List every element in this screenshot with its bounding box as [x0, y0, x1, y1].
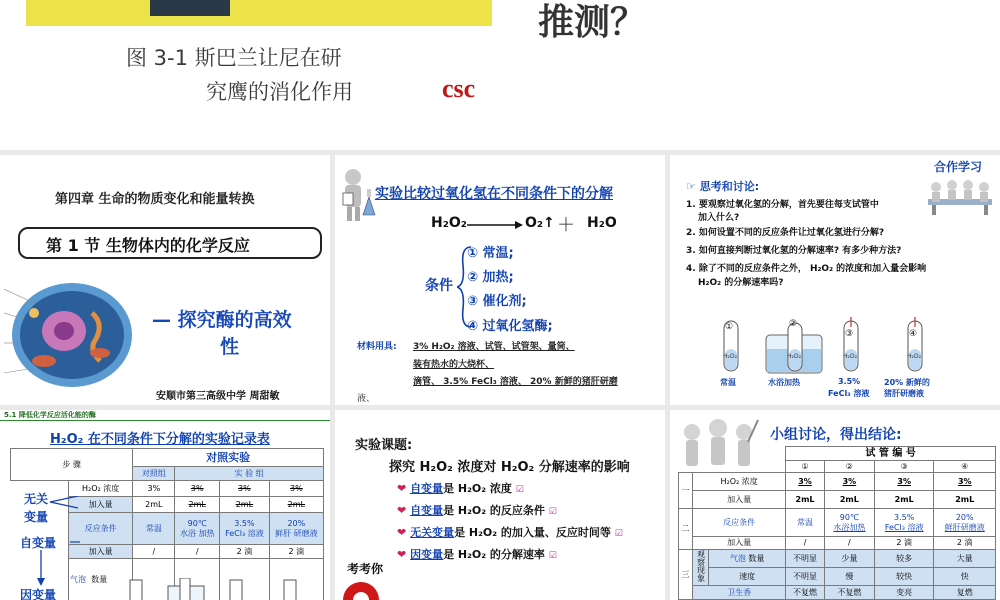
beakers-illustration: [120, 578, 320, 600]
speed-1: 不明显: [786, 568, 825, 586]
conc-label: H₂O₂ 浓度: [693, 473, 786, 491]
add-3: 2 滴: [874, 537, 934, 550]
bullet-3-rest: 是 H₂O₂ 的加入量、反应时间等: [454, 526, 611, 539]
condition-1: ① 常温;: [467, 246, 514, 261]
slide2-title: 实验比较过氧化氢在不同条件下的分解: [375, 186, 613, 202]
slide1-subtitle-line1: — 探究酶的高效: [152, 309, 292, 331]
conc-3: 3%: [874, 473, 934, 491]
condition-4: ④ 过氧化氢酶;: [467, 319, 553, 334]
cond2-a: 90℃: [187, 518, 207, 528]
question-4a: 4. 除了不同的反应条件之外， H₂O₂ 的浓度和加入量会影响: [686, 264, 927, 274]
group-2: 二: [679, 509, 693, 550]
chapter-title: 第四章 生命的物质变化和能量转换: [55, 192, 255, 207]
bullet-1: [397, 480, 524, 496]
tube-3-label: 3.5%: [838, 377, 861, 386]
heart-icon: ❤: [397, 482, 407, 495]
row-add-label: 加入量: [69, 545, 133, 559]
header-control-exp: 对照实验: [133, 449, 324, 467]
add-2: /: [824, 537, 874, 550]
qty-text: 数量: [748, 553, 765, 563]
condition-2-cell: [175, 513, 220, 545]
speed-2: 慢: [824, 568, 874, 586]
group-3: 三: [679, 550, 693, 600]
question-2: 2. 如何设置不同的反应条件让过氧化氢进行分解?: [686, 228, 885, 238]
coop-learning-label: 合作学习: [934, 160, 983, 174]
condition-3: ③ 催化剂;: [467, 294, 527, 309]
question-4b: H₂O₂ 的分解速率吗?: [698, 278, 784, 288]
top-caption-line2: 究鹰的消化作用: [206, 80, 353, 104]
conc-2: 3%: [175, 481, 220, 497]
cond-2: [824, 509, 874, 537]
conc-3: 3%: [220, 481, 270, 497]
cond2-b: 水浴加热: [833, 522, 866, 532]
slide-3-discussion[interactable]: [670, 155, 1000, 405]
topic-label: 实验课题:: [355, 438, 413, 453]
var-label: 变量: [24, 510, 49, 524]
irrelevant-var-label: 无关: [24, 492, 49, 506]
bullet-2-rest: 是 H₂O₂ 的反应条件: [443, 504, 545, 517]
slide4-header: 5.1 降低化学反应活化能的酶: [4, 411, 96, 419]
tube-1-number: ①: [725, 322, 734, 332]
tube-4-label: 20% 新鲜的: [884, 378, 930, 387]
slide-1-title[interactable]: [0, 155, 330, 405]
edit-mark-icon: ☑: [614, 529, 623, 539]
header-steps: 步 骤: [11, 449, 133, 481]
topic-content: 探究 H₂O₂ 浓度对 H₂O₂ 分解速率的影响: [389, 460, 630, 475]
dep-var-label: 因变量: [20, 588, 57, 600]
materials-line4: 液、: [357, 394, 376, 404]
tube-4-chem: H₂O₂: [907, 353, 922, 360]
top-title-fragment: 推测？: [538, 2, 647, 43]
condition-1-cell: 常温: [133, 513, 175, 545]
observe-text: 观察现象: [696, 550, 706, 582]
slide1-subtitle-line2: 性: [220, 336, 240, 358]
amt-1: 2mL: [786, 491, 825, 509]
variable-arrows: [48, 496, 82, 592]
amount-1: 2mL: [133, 497, 175, 513]
add-2: /: [175, 545, 220, 559]
qty-2: 少量: [824, 550, 874, 568]
amount-2: 2mL: [175, 497, 220, 513]
tube-1-chem: H₂O₂: [723, 353, 738, 360]
amt-3: 2mL: [874, 491, 934, 509]
reaction-arrow-icon: [467, 219, 523, 231]
qty-1: 不明显: [786, 550, 825, 568]
header-exp-group: 实 验 组: [175, 467, 324, 481]
tube-4-label2: 猪肝研磨液: [884, 389, 924, 398]
amount-3: 2mL: [220, 497, 270, 513]
slide4-title: H₂O₂ 在不同条件下分解的实验记录表: [50, 432, 270, 447]
amt-4: 2mL: [934, 491, 996, 509]
bullet-2: [397, 502, 557, 518]
tube-2-chem: H₂O₂: [787, 353, 802, 360]
conc-1: 3%: [133, 481, 175, 497]
section-title: 第 1 节 生物体内的化学反应: [46, 236, 250, 255]
group-1: 一: [679, 473, 693, 509]
add-label: 加入量: [693, 537, 786, 550]
bullet-3-key: 无关变量: [410, 526, 455, 539]
materials-line3: 滴管、 3.5% FeCl₃ 溶液、 20% 新鲜的猪肝研磨: [413, 377, 618, 387]
top-caption-line1: 图 3-1 斯巴兰让尼在研: [126, 46, 342, 70]
incense-1: 不复燃: [786, 586, 825, 600]
heart-icon: ❤: [397, 548, 407, 561]
observe-label: [693, 550, 709, 586]
team-figures-icon: [922, 173, 998, 217]
add-4: 2 滴: [269, 545, 323, 559]
cond2-a: 90℃: [839, 512, 859, 522]
add-3: 2 滴: [220, 545, 270, 559]
materials-label: 材料用具:: [357, 342, 397, 352]
edit-mark-icon: ☑: [515, 485, 524, 495]
add-4: 2 滴: [934, 537, 996, 550]
edit-mark-icon: ☑: [548, 551, 557, 561]
slide4-header-rule: [0, 420, 330, 421]
top-logo: csc: [442, 74, 476, 103]
cond2-b: 水浴: [179, 528, 196, 538]
add-1: /: [786, 537, 825, 550]
down-arrow-icon: [36, 550, 46, 586]
equation-plus: ＋: [557, 215, 575, 236]
cond-4: [934, 509, 996, 537]
top-slide[interactable]: [0, 0, 1000, 150]
conc-1: 3%: [786, 473, 825, 491]
condition-label: 条件: [425, 278, 453, 294]
tube-3-chem: H₂O₂: [843, 353, 858, 360]
row-condition-label: 反应条件: [69, 513, 133, 545]
qty-3: 较多: [874, 550, 934, 568]
cond3-a: 3.5%: [894, 512, 915, 522]
tube-no-2: ②: [824, 461, 874, 473]
tube-no-4: ④: [934, 461, 996, 473]
condition-2: ② 加热;: [467, 270, 514, 285]
indep-var-label: 自变量: [20, 536, 57, 550]
tube-3-number: ③: [845, 329, 854, 339]
tube-3-label2: FeCl₃ 溶液: [828, 389, 870, 398]
cond3-b: FeCl₃ 溶液: [884, 522, 924, 532]
question-1b: 加入什么?: [698, 213, 740, 223]
amt-2: 2mL: [824, 491, 874, 509]
equation-o2: O₂↑: [525, 215, 555, 231]
tube-2-number: ②: [789, 319, 798, 329]
conclusion-table: [678, 446, 996, 600]
speed-label: 速度: [709, 568, 786, 586]
bullet-4-rest: 是 H₂O₂ 的分解速率: [443, 548, 545, 561]
quiz-label: 考考你: [347, 562, 384, 576]
slide6-title: 小组讨论，得出结论:: [770, 427, 902, 443]
tube-4-number: ④: [909, 329, 918, 339]
tube-1-label: 常温: [720, 378, 736, 387]
header-control-group: 对照组: [133, 467, 175, 481]
slide-4-record-table[interactable]: [0, 410, 330, 600]
cond4-b: 鲜肝研磨液: [944, 522, 985, 532]
row-amount-label: 加入量: [69, 497, 133, 513]
slide-6-conclusion[interactable]: [670, 410, 1000, 600]
bubble-label: 气泡: [729, 553, 746, 563]
think-discuss-heading: ☞ 思考和讨论:: [686, 180, 760, 193]
cond4-a: 20%: [287, 518, 306, 528]
thinker-figure-icon: [339, 167, 379, 223]
materials-line1: 3% H₂O₂ 溶液、试管、试管架、量筒、: [413, 342, 575, 352]
materials-line2: 装有热水的大烧杯、: [413, 360, 495, 370]
cond-1: 常温: [786, 509, 825, 537]
bullet-3: [397, 524, 623, 540]
edit-mark-icon: ☑: [548, 507, 557, 517]
qty-label: [709, 550, 786, 568]
cell-illustration: [4, 273, 144, 401]
cond2-c: 加热: [198, 528, 215, 538]
top-slide-photo-detail: [150, 0, 230, 16]
equation-h2o2: H₂O₂: [431, 215, 467, 231]
bullet-4: [397, 546, 557, 562]
cond4-a: 20%: [955, 512, 974, 522]
condition-4-cell: [269, 513, 323, 545]
cond3-b: FeCl₃: [225, 528, 246, 538]
conc-4: 3%: [934, 473, 996, 491]
slide-5-variables[interactable]: [335, 410, 665, 600]
amount-4: 2mL: [269, 497, 323, 513]
bullet-1-rest: 是 H₂O₂ 浓度: [443, 482, 512, 495]
row-conc-label: H₂O₂ 浓度: [69, 481, 133, 497]
heart-icon: ❤: [397, 504, 407, 517]
question-1a: 1. 要观察过氧化氢的分解，首先要往每支试管中: [686, 200, 879, 210]
speed-4: 快: [934, 568, 996, 586]
speed-3: 较快: [874, 568, 934, 586]
count-label: 数量: [91, 574, 108, 584]
tube-2-label: 水浴加热: [768, 378, 800, 387]
bubble-label: 气泡: [70, 574, 86, 584]
topic-text: [389, 456, 630, 475]
cond3-a: 3.5%: [234, 518, 255, 528]
conc-4: 3%: [269, 481, 323, 497]
amt-label: 加入量: [693, 491, 786, 509]
tube-number-header: 试 管 编 号: [786, 447, 996, 461]
tube-no-3: ③: [874, 461, 934, 473]
incense-label: 卫生香: [693, 586, 786, 600]
incense-4: 复燃: [934, 586, 996, 600]
slide-2-experiment[interactable]: [335, 155, 665, 405]
cond-3: [874, 509, 934, 537]
question-3: 3. 如何直接判断过氧化氢的分解速率? 有多少种方法?: [686, 246, 902, 256]
qty-4: 大量: [934, 550, 996, 568]
top-slide-photo: [26, 0, 492, 26]
conc-2: 3%: [824, 473, 874, 491]
incense-2: 不复燃: [824, 586, 874, 600]
magnet-icon: [339, 578, 383, 600]
condition-3-cell: [220, 513, 270, 545]
bullet-2-key: 自变量: [410, 504, 444, 517]
tube-no-1: ①: [786, 461, 825, 473]
test-tubes-illustration: [710, 317, 970, 377]
cond4-b: 鲜肝: [275, 528, 292, 538]
bullet-1-key: 自变量: [410, 482, 444, 495]
cond3-c: 溶液: [247, 528, 264, 538]
cond4-c: 研磨液: [293, 528, 318, 538]
bullet-4-key: 因变量: [410, 548, 444, 561]
incense-3: 变亮: [874, 586, 934, 600]
equation-h2o: H₂O: [587, 215, 617, 231]
cond-label: 反应条件: [693, 509, 786, 537]
heart-icon: ❤: [397, 526, 407, 539]
school-author: 安顺市第三高级中学 周甜敏: [156, 391, 280, 402]
add-1: /: [133, 545, 175, 559]
